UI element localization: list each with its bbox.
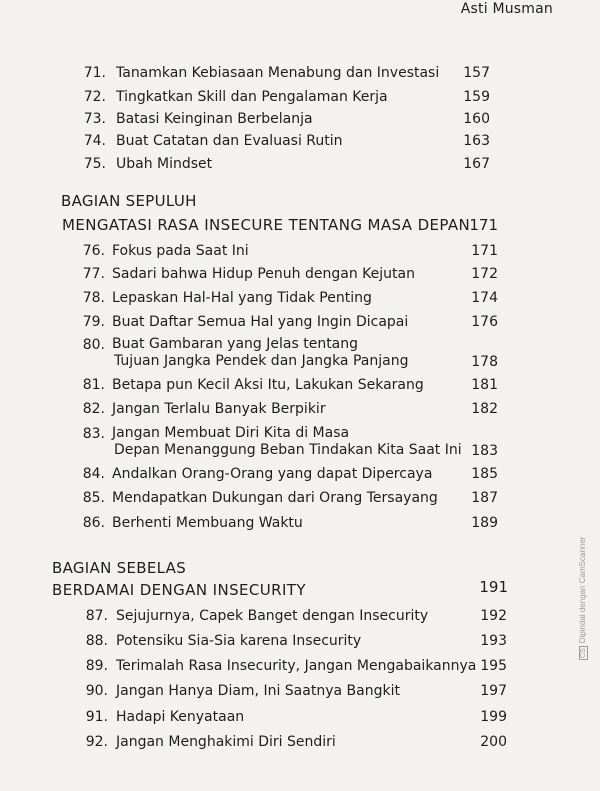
entry-title: Buat Gambaran yang Jelas tentang (112, 336, 359, 352)
entry-number: 74. (83, 133, 106, 149)
entry-page: 159 (463, 89, 490, 105)
entry-number: 83. (82, 426, 105, 442)
section-title[interactable]: BERDAMAI DENGAN INSECURITY (52, 581, 306, 599)
toc-entry-82[interactable] (0, 400, 600, 420)
entry-page: 187 (471, 490, 498, 506)
entry-number: 77. (82, 266, 105, 282)
entry-title: Buat Daftar Semua Hal yang Ingin Dicapai (112, 314, 409, 330)
toc-entry-81[interactable] (0, 376, 600, 396)
entry-page: 197 (480, 683, 507, 699)
entry-title: Berhenti Membuang Waktu (112, 515, 303, 531)
section-label: BAGIAN SEPULUH (61, 192, 197, 210)
entry-number: 75. (83, 156, 106, 172)
entry-title: Buat Catatan dan Evaluasi Rutin (116, 133, 343, 149)
entry-title: Lepaskan Hal-Hal yang Tidak Penting (112, 290, 372, 306)
watermark-text: Dipindai dengan CamScanner (578, 536, 587, 644)
scanner-watermark (578, 537, 588, 660)
entry-page: 172 (471, 266, 498, 282)
entry-page: 174 (471, 290, 498, 306)
entry-title: Tanamkan Kebiasaan Menabung dan Investasi (116, 65, 440, 81)
entry-number: 92. (85, 734, 108, 750)
entry-number: 79. (82, 314, 105, 330)
entry-title: Andalkan Orang-Orang yang dapat Dipercaya (112, 466, 433, 482)
entry-number: 76. (82, 243, 105, 259)
toc-entry-85[interactable] (0, 489, 600, 509)
toc-entry-90[interactable] (0, 682, 600, 702)
entry-title: Ubah Mindset (116, 156, 213, 172)
toc-entry-87[interactable] (0, 607, 600, 627)
entry-page: 160 (463, 111, 490, 127)
entry-title: Betapa pun Kecil Aksi Itu, Lakukan Sekarang (112, 377, 424, 393)
toc-entry-92[interactable] (0, 733, 600, 753)
entry-page: 185 (471, 466, 498, 482)
toc-entry-80[interactable] (0, 336, 600, 376)
entry-page: 167 (463, 156, 490, 172)
toc-entry-73[interactable] (0, 110, 600, 130)
entry-title: Fokus pada Saat Ini (112, 243, 249, 259)
toc-entry-79[interactable] (0, 313, 600, 333)
entry-title: Tingkatkan Skill dan Pengalaman Kerja (116, 89, 388, 105)
entry-title: Batasi Keinginan Berbelanja (116, 111, 313, 127)
toc-entry-86[interactable] (0, 514, 600, 534)
entry-number: 91. (85, 709, 108, 725)
toc-entry-83[interactable] (0, 425, 600, 465)
entry-number: 85. (82, 490, 105, 506)
entry-page: 199 (480, 709, 507, 725)
entry-title: Mendapatkan Dukungan dari Orang Tersayang (112, 490, 438, 506)
entry-number: 81. (82, 377, 105, 393)
toc-entry-84[interactable] (0, 465, 600, 485)
toc-entry-91[interactable] (0, 708, 600, 728)
running-header-author: Asti Musman (460, 1, 553, 17)
section-page: 171 (469, 216, 498, 234)
entry-number: 87. (85, 608, 108, 624)
entry-page: 189 (471, 515, 498, 531)
entry-title-line2: Tujuan Jangka Pendek dan Jangka Panjang (114, 353, 409, 369)
entry-number: 84. (82, 466, 105, 482)
entry-number: 72. (83, 89, 106, 105)
entry-title: Jangan Hanya Diam, Ini Saatnya Bangkit (116, 683, 400, 699)
toc-entry-72[interactable] (0, 88, 600, 108)
section-title[interactable]: MENGATASI RASA INSECURE TENTANG MASA DEPAN (62, 216, 471, 234)
section-page: 191 (479, 578, 508, 596)
toc-entry-89[interactable] (0, 657, 600, 677)
entry-page: 193 (480, 633, 507, 649)
entry-number: 71. (83, 65, 106, 81)
entry-title-line2: Depan Menanggung Beban Tindakan Kita Saat Ini (114, 442, 462, 458)
entry-page: 181 (471, 377, 498, 393)
entry-page: 178 (471, 354, 498, 370)
toc-entry-75[interactable] (0, 155, 600, 175)
entry-number: 86. (82, 515, 105, 531)
entry-page: 182 (471, 401, 498, 417)
entry-number: 73. (83, 111, 106, 127)
toc-entry-78[interactable] (0, 289, 600, 309)
section-label: BAGIAN SEBELAS (52, 559, 187, 577)
toc-entry-71[interactable] (0, 64, 600, 84)
entry-page: 163 (463, 133, 490, 149)
entry-title: Potensiku Sia-Sia karena Insecurity (116, 633, 362, 649)
toc-entry-74[interactable] (0, 132, 600, 152)
entry-number: 90. (85, 683, 108, 699)
toc-entry-77[interactable] (0, 265, 600, 285)
camscanner-logo-icon: CS (580, 648, 587, 658)
toc-entry-88[interactable] (0, 632, 600, 652)
entry-page: 183 (471, 443, 498, 459)
entry-page: 192 (480, 608, 507, 624)
entry-title: Jangan Menghakimi Diri Sendiri (116, 734, 336, 750)
entry-number: 82. (82, 401, 105, 417)
entry-page: 195 (480, 658, 507, 674)
entry-number: 89. (85, 658, 108, 674)
entry-title: Sadari bahwa Hidup Penuh dengan Kejutan (112, 266, 415, 282)
entry-number: 78. (82, 290, 105, 306)
entry-number: 88. (85, 633, 108, 649)
entry-title: Jangan Terlalu Banyak Berpikir (112, 401, 326, 417)
entry-number: 80. (82, 337, 105, 353)
entry-title: Hadapi Kenyataan (116, 709, 245, 725)
entry-title: Jangan Membuat Diri Kita di Masa (112, 425, 350, 441)
entry-title: Sejujurnya, Capek Banget dengan Insecurity (116, 608, 429, 624)
toc-entry-76[interactable] (0, 242, 600, 262)
entry-page: 157 (463, 65, 490, 81)
entry-page: 176 (471, 314, 498, 330)
entry-title: Terimalah Rasa Insecurity, Jangan Mengabaikannya (116, 658, 477, 674)
entry-page: 171 (471, 243, 498, 259)
entry-page: 200 (480, 734, 507, 750)
